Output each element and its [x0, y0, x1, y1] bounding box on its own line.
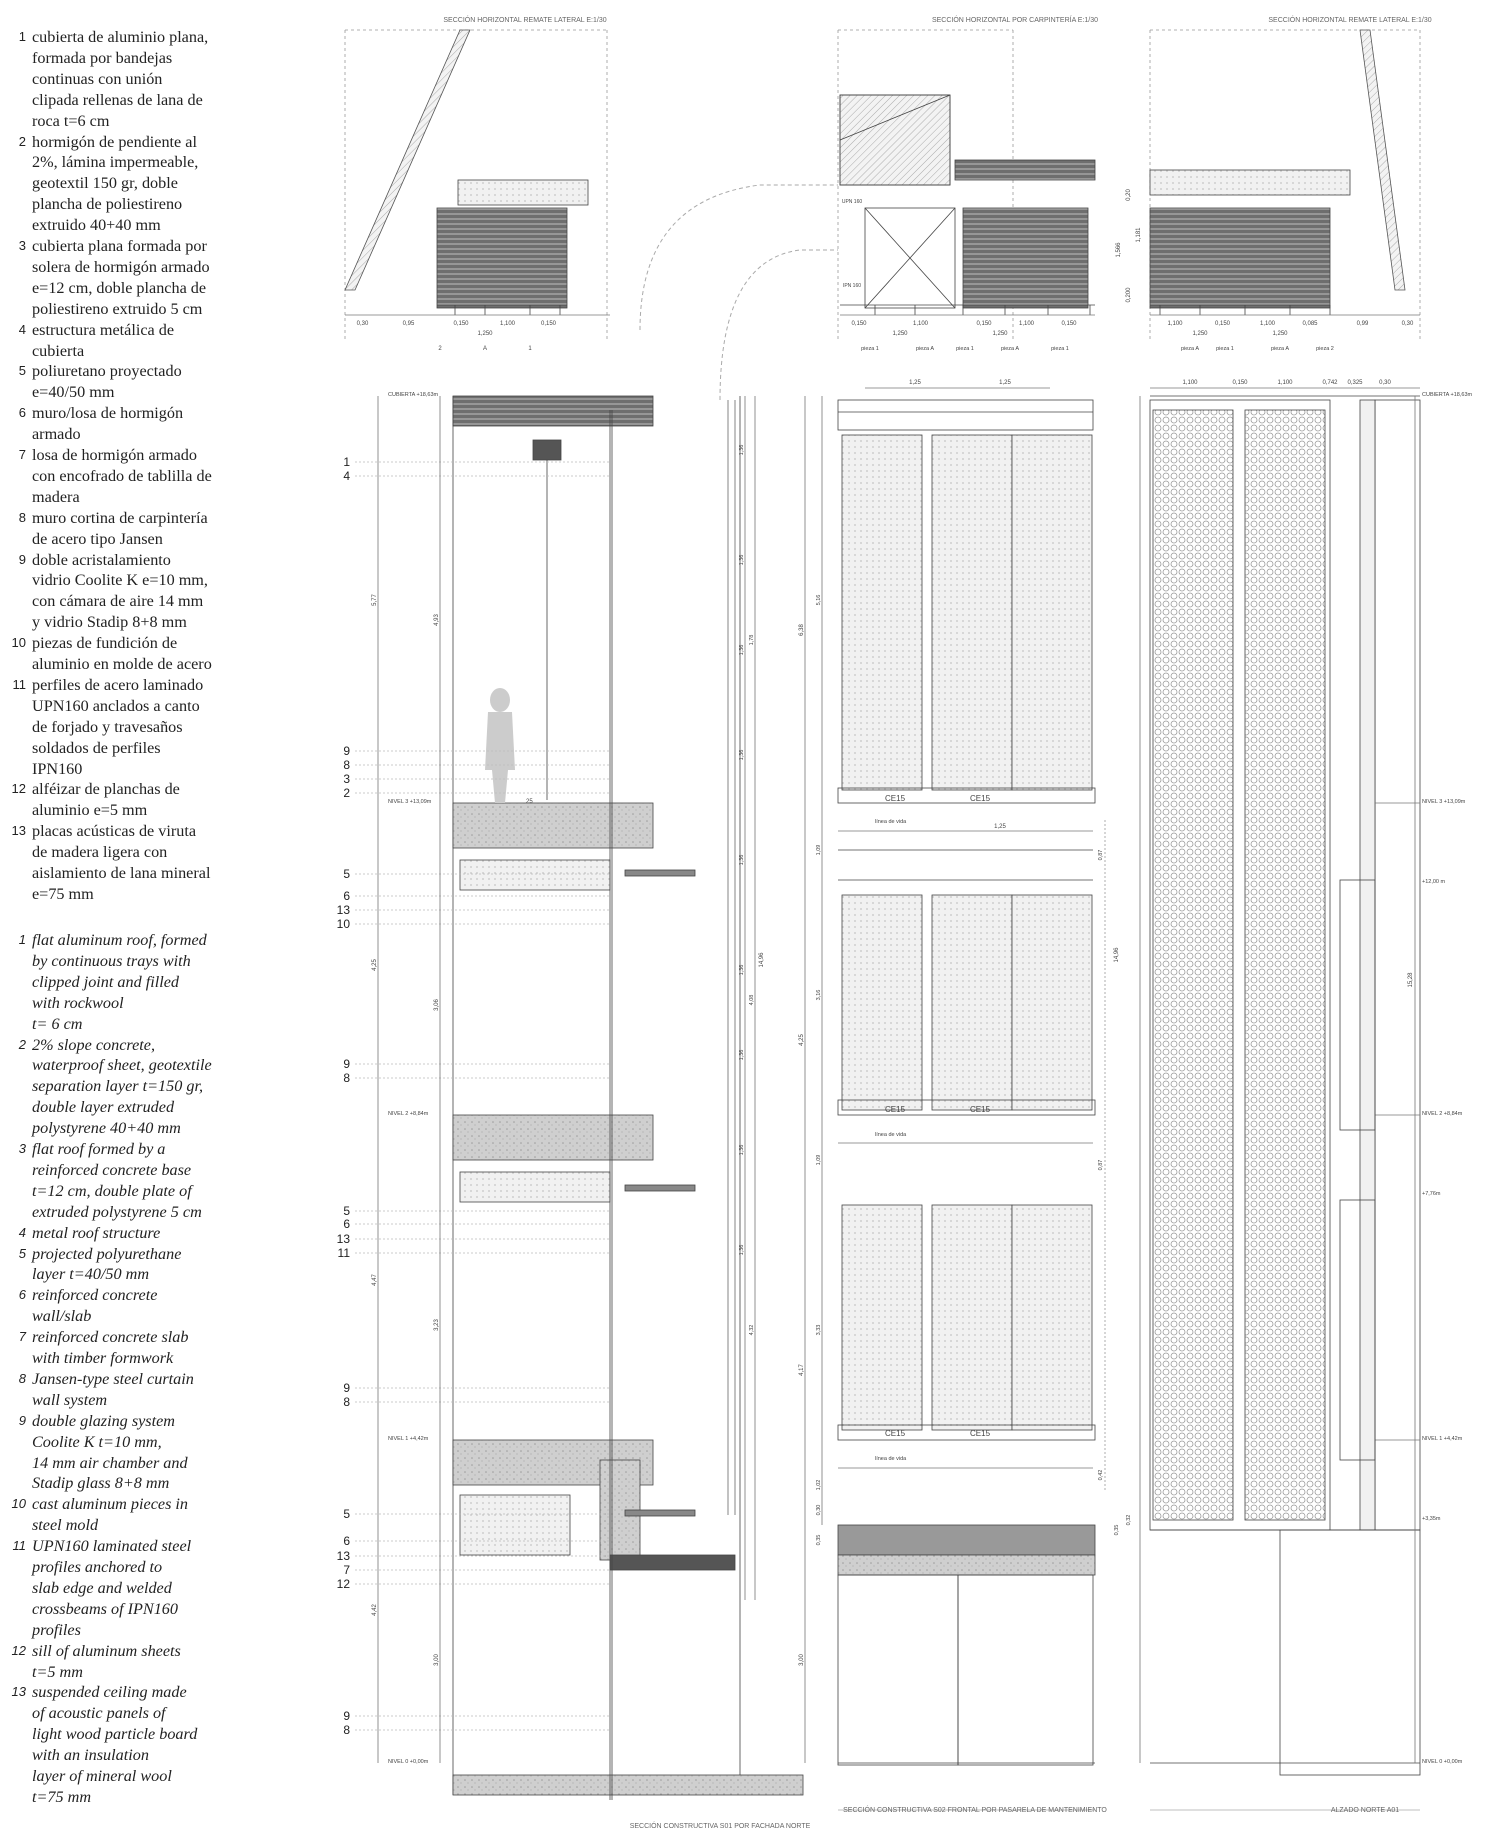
legend-number: 8 [18, 509, 26, 525]
callout-number: 5 [343, 1507, 350, 1521]
dimension-label: 6,38 [799, 624, 805, 636]
legend-number: 5 [18, 1245, 26, 1261]
dimension-label: 4,25 [372, 959, 378, 971]
plan-title: SECCIÓN HORIZONTAL REMATE LATERAL E:1/30 [443, 17, 607, 24]
dimension-label: 25 [526, 799, 533, 805]
callout-number: 12 [336, 1577, 350, 1591]
dimension-label: 4,17 [799, 1364, 805, 1376]
legend-text: cubierta plana formada por solera de hormigón armado e=12 cm, doble plancha de poliestireno extruido 5 cm [32, 237, 210, 318]
callout-number: 11 [337, 1246, 350, 1260]
callout-number: 8 [343, 758, 350, 772]
dimension-label: 1,250 [992, 331, 1008, 337]
legend-text: estructura metálica de cubierta [32, 320, 175, 360]
dimension-label: 0,95 [402, 321, 415, 327]
legend-text: piezas de fundición de aluminio en molde de acero [32, 634, 212, 673]
dimension-label: 0,42 [1098, 1469, 1104, 1481]
dimension-label: 1,36 [739, 644, 745, 656]
section-title: ALZADO NORTE A01 [1330, 1807, 1400, 1814]
dimension-label: 1,250 [1272, 331, 1288, 337]
grid-mark: 1 [528, 346, 532, 352]
callout-number: 8 [343, 1723, 350, 1737]
dimension-label: 4,42 [372, 1604, 378, 1616]
piece-label: pieza A [1270, 346, 1290, 352]
dimension-label: 3,23 [434, 1319, 440, 1331]
callout-number: 3 [343, 772, 350, 786]
legend-number: 10 [11, 635, 26, 651]
piece-label: pieza 1 [1051, 346, 1069, 352]
dimension-label: 1,09 [816, 844, 822, 856]
legend-number: 2 [18, 1036, 26, 1052]
legend-text: cubierta de aluminio plana, formada por bandejas continuas con unión clipada rellenas de lana de roca t=6 cm [32, 28, 209, 130]
callout-number: 8 [343, 1071, 350, 1085]
dimension-label: 0,30 [816, 1504, 822, 1516]
callout-number: 6 [343, 1534, 350, 1548]
level-label: NIVEL 2 +8,84m [388, 1111, 429, 1117]
dimension-label: 5,16 [816, 594, 822, 606]
legend-text: alféizar de planchas de aluminio e=5 mm [32, 780, 180, 820]
dimension-label: 1,36 [739, 1049, 745, 1061]
legend-text: placas acústicas de viruta de madera ligera con aislamiento de lana mineral e=75 mm [32, 822, 211, 903]
dimension-label: 0,150 [976, 321, 992, 327]
dimension-label: 0,32 [1126, 1514, 1132, 1526]
dimension-label: 1,02 [816, 1479, 822, 1491]
dimension-label: 0,150 [1061, 321, 1077, 327]
legend-number: 5 [18, 363, 26, 379]
callout-number: 1 [343, 455, 350, 469]
legend-text: flat roof formed by a reinforced concrete base t=12 cm, double plate of extruded polystyrene 5 cm [32, 1140, 202, 1221]
dimension-label: 1,36 [739, 444, 745, 456]
section-title: SECCIÓN CONSTRUCTIVA S02 FRONTAL POR PASARELA DE MANTENIMIENTO [843, 1807, 1107, 1814]
callout-number: 8 [343, 1395, 350, 1409]
dimension-label: 4,32 [749, 1324, 755, 1336]
dimension-label: 0,150 [851, 321, 867, 327]
legend-text: hormigón de pendiente al 2%, lámina impermeable, geotextil 150 gr, doble plancha de poliestireno extruido 40+40 mm [32, 132, 199, 235]
level-label: NIVEL 0 +0,00m [1422, 1759, 1463, 1765]
level-label: NIVEL 1 +4,42m [1422, 1436, 1463, 1442]
dimension-label: 5,77 [372, 594, 378, 606]
dimension-label: 15,28 [1408, 972, 1414, 988]
dimension-label: 4,25 [799, 1034, 805, 1046]
panel-code: CE15 [970, 1105, 991, 1114]
level-label: CUBIERTA +18,63m [1422, 392, 1473, 398]
piece-label: pieza A [915, 346, 935, 352]
legend-number: 11 [12, 1538, 26, 1554]
dimension-label: 0,085 [1302, 321, 1318, 327]
dimension-label: 0,742 [1322, 380, 1338, 386]
callout-number: 9 [343, 1057, 350, 1071]
grid-mark: 2 [438, 346, 442, 352]
dimension-label: 0,150 [1214, 321, 1231, 327]
legend-number: 12 [11, 781, 26, 797]
legend-text: losa de hormigón armado con encofrado de tablilla de madera [32, 446, 212, 506]
dimension-label: 1,100 [1018, 321, 1035, 327]
piece-label: pieza A [1000, 346, 1020, 352]
legend-number: 6 [18, 405, 26, 421]
legend-text: projected polyurethane layer t=40/50 mm [32, 1244, 182, 1284]
legend-text: double glazing system Coolite K t=10 mm, 14 mm air chamber and Stadip glass 8+8 mm [32, 1411, 188, 1493]
legend-text: reinforced concrete slab with timber formwork [32, 1328, 189, 1367]
legend-number: 7 [18, 447, 26, 462]
grid-mark: A [482, 346, 488, 352]
dimension-label: 1,78 [749, 634, 755, 646]
dimension-label: 3,06 [434, 999, 440, 1011]
dimension-label: 1,100 [1167, 321, 1183, 327]
callout-number: 7 [343, 1563, 350, 1577]
lifeline-label: línea de vida [875, 1132, 907, 1138]
dimension-label: 14,96 [1114, 947, 1120, 963]
dimension-label: 1,25 [994, 824, 1006, 830]
profile-label: IPN 160 [842, 283, 862, 289]
legend-number: 13 [11, 823, 26, 839]
dimension-label: 1,181 [1136, 227, 1142, 243]
dimension-label: 1,100 [1259, 321, 1276, 327]
dimension-label: 0,150 [1232, 380, 1248, 386]
dimension-label: 0,35 [1114, 1524, 1120, 1536]
callout-number: 5 [343, 867, 350, 881]
panel-code: CE15 [885, 794, 906, 803]
legend-text: muro cortina de carpintería de acero tipo Jansen [32, 508, 208, 548]
dimension-label: 1,25 [909, 380, 921, 386]
dimension-label: 0,87 [1098, 1159, 1104, 1171]
legend-number: 1 [18, 932, 26, 947]
dimension-label: 3,00 [434, 1654, 440, 1666]
construction-drawing [330, 0, 1512, 1837]
legend-text: suspended ceiling made of acoustic panels of light wood particle board with an insulation layer of mineral wool t=75 mm [32, 1683, 198, 1806]
legend-number: 4 [18, 321, 26, 337]
piece-label: pieza A [1180, 346, 1200, 352]
callout-number: 10 [336, 917, 350, 931]
dimension-label: 0,325 [1347, 380, 1363, 386]
legend-text: poliuretano proyectado e=40/50 mm [32, 362, 182, 402]
legend-number: 8 [18, 1370, 26, 1386]
legend-number: 12 [11, 1642, 26, 1658]
lifeline-label: línea de vida [875, 1456, 907, 1462]
dimension-label: 1,100 [1182, 380, 1198, 386]
lifeline-label: línea de vida [875, 819, 907, 825]
legend-text: flat aluminum roof, formed by continuous trays with clipped joint and filled with rockwool t= 6 cm [32, 931, 207, 1033]
legend-number: 3 [18, 238, 26, 253]
level-label: CUBIERTA +18,63m [388, 392, 439, 398]
panel-code: CE15 [885, 1105, 906, 1114]
plan-title: SECCIÓN HORIZONTAL REMATE LATERAL E:1/30 [1268, 17, 1432, 24]
legend-number: 6 [18, 1287, 26, 1303]
panel-code: CE15 [970, 794, 991, 803]
profile-label: UPN 160 [841, 199, 863, 205]
legend-text: doble acristalamiento vidrio Coolite K e=10 mm, con cámara de aire 14 mm y vidrio Stadip 8+8 mm [32, 550, 208, 632]
dimension-label: 0,20 [1126, 189, 1132, 201]
dimension-label: 0,200 [1126, 287, 1132, 303]
level-label: NIVEL 0 +0,00m [388, 1759, 429, 1765]
legend-number: 9 [18, 1412, 26, 1428]
level-label: +7,76m [1422, 1191, 1441, 1197]
legend-number: 4 [18, 1224, 26, 1240]
dimension-label: 1,250 [892, 331, 908, 337]
piece-label: pieza 2 [1316, 346, 1334, 352]
panel-code: CE15 [885, 1429, 906, 1438]
dimension-label: 1,36 [739, 1144, 745, 1156]
dimension-label: 0,99 [1356, 321, 1369, 327]
dimension-label: 0,30 [1379, 380, 1391, 386]
dimension-label: 1,100 [1277, 380, 1293, 386]
dimension-label: 4,93 [434, 614, 440, 626]
dimension-label: 0,35 [816, 1534, 822, 1546]
level-label: NIVEL 2 +8,84m [1422, 1111, 1463, 1117]
section-title: SECCIÓN CONSTRUCTIVA S01 POR FACHADA NORTE [629, 1823, 811, 1830]
level-label: NIVEL 1 +4,42m [388, 1436, 429, 1442]
legend-text: metal roof structure [32, 1223, 161, 1242]
level-label: NIVEL 3 +13,09m [1422, 799, 1466, 805]
dimension-label: 4,08 [749, 994, 755, 1006]
legend [0, 0, 240, 1837]
legend-number: 7 [18, 1329, 26, 1345]
dimension-label: 1,250 [477, 331, 493, 337]
dimension-label: 1,36 [739, 854, 745, 866]
dimension-label: 1,36 [739, 964, 745, 976]
callout-number: 4 [343, 469, 350, 483]
callout-number: 9 [343, 1381, 350, 1395]
legend-number: 1 [18, 29, 26, 44]
dimension-label: 3,33 [816, 1324, 822, 1336]
legend-number: 3 [18, 1141, 26, 1156]
dimension-label: 1,250 [1192, 331, 1208, 337]
dimension-label: 3,16 [816, 989, 822, 1001]
panel-code: CE15 [970, 1429, 991, 1438]
dimension-label: 1,36 [739, 554, 745, 566]
callout-number: 13 [336, 903, 350, 917]
legend-text: muro/losa de hormigón armado [32, 404, 184, 444]
dimension-label: 1,36 [739, 1244, 745, 1256]
dimension-label: 0,30 [1401, 321, 1414, 327]
piece-label: pieza 1 [861, 346, 879, 352]
legend-text: UPN160 laminated steel profiles anchored to slab edge and welded crossbeams of IPN160 profiles [32, 1537, 192, 1639]
legend-text: sill of aluminum sheets t=5 mm [32, 1641, 181, 1681]
dimension-label: 1,36 [739, 749, 745, 761]
legend-text: cast aluminum pieces in steel mold [32, 1495, 189, 1535]
dimension-label: 0,150 [453, 321, 469, 327]
piece-label: pieza 1 [1216, 346, 1234, 352]
dimension-label: 14,96 [759, 952, 765, 968]
legend-number: 10 [11, 1496, 26, 1512]
piece-label: pieza 1 [956, 346, 974, 352]
callout-number: 13 [336, 1549, 350, 1563]
dimension-label: 1,25 [999, 380, 1011, 386]
dimension-label: 1,100 [912, 321, 929, 327]
legend-text: 2% slope concrete, waterproof sheet, geotextile separation layer t=150 gr, double layer extruded polystyrene 40+40 mm [32, 1035, 212, 1138]
callout-number: 9 [343, 1709, 350, 1723]
legend-number: 11 [12, 676, 26, 692]
dimension-label: 0,87 [1098, 849, 1104, 861]
callout-number: 5 [343, 1204, 350, 1218]
dimension-label: 1,09 [816, 1154, 822, 1166]
legend-text: reinforced concrete wall/slab [32, 1286, 158, 1326]
dimension-label: 4,47 [372, 1274, 378, 1286]
callout-number: 6 [343, 1217, 350, 1231]
legend-number: 9 [18, 551, 26, 567]
callout-number: 9 [343, 744, 350, 758]
level-label: +3,35m [1422, 1516, 1441, 1522]
dimension-label: 1,566 [1116, 242, 1122, 258]
legend-number: 2 [18, 133, 26, 149]
dimension-label: 1,100 [499, 321, 516, 327]
callout-number: 13 [336, 1232, 350, 1246]
dimension-label: 0,30 [356, 321, 369, 327]
legend-number: 13 [11, 1684, 26, 1700]
legend-text: Jansen-type steel curtain wall system [32, 1369, 194, 1409]
plan-title: SECCIÓN HORIZONTAL POR CARPINTERÍA E:1/30 [931, 17, 1099, 24]
callout-number: 2 [343, 786, 350, 800]
level-label: +12,00 m [1422, 879, 1446, 885]
legend-text: perfiles de acero laminado UPN160 anclados a canto de forjado y travesaños soldados de perfiles IPN160 [32, 675, 204, 778]
dimension-label: 0,150 [540, 321, 557, 327]
dimension-label: 3,00 [799, 1654, 805, 1666]
level-label: NIVEL 3 +13,09m [388, 799, 432, 805]
callout-number: 6 [343, 889, 350, 903]
